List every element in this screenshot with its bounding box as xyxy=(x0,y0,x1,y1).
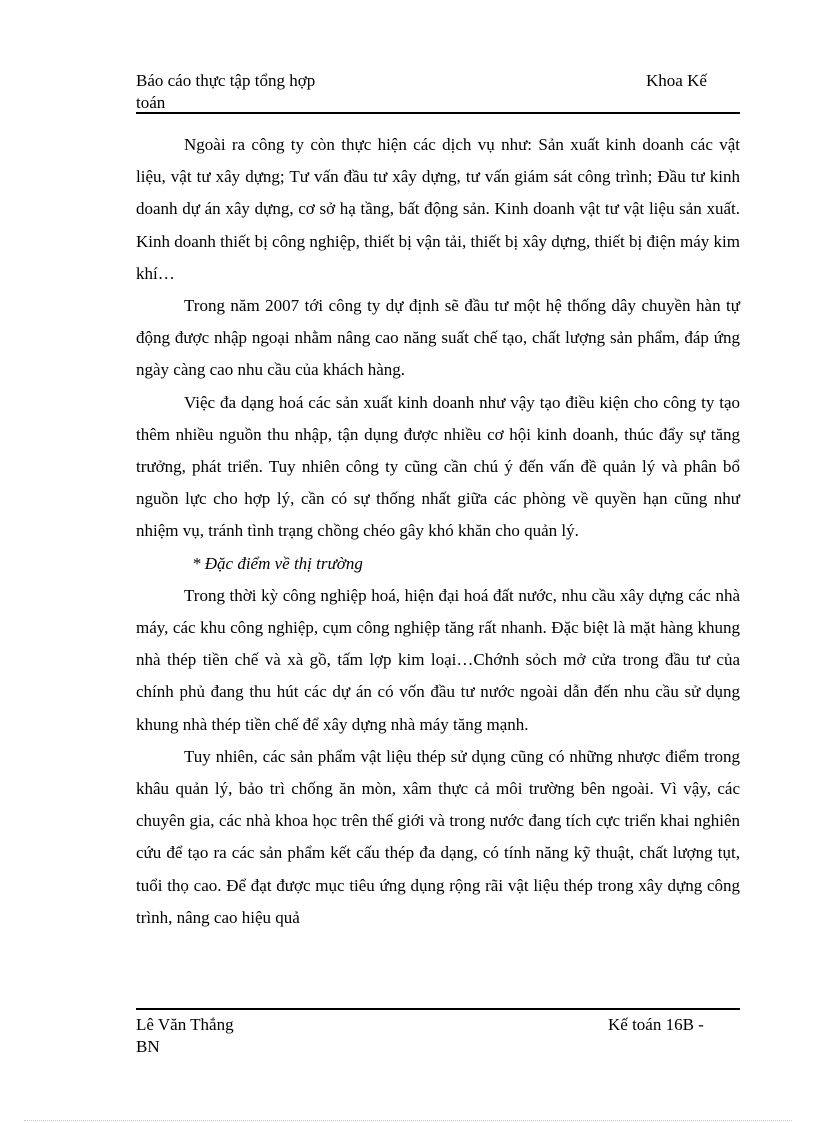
paragraph-2007-plan: Trong năm 2007 tới công ty dự định sẽ đầu tư một hệ thống dây chuyền hàn tự động được nhập ngoại nhằm nâng cao năng suất chế tạo, chất lượng sản phẩm, đáp ứng ngày càng cao nhu cầu của khách hàng. xyxy=(136,296,740,380)
footer-class: Kế toán 16B - xyxy=(608,1015,704,1034)
paragraph-diversification: Việc đa dạng hoá các sản xuất kinh doanh như vậy tạo điều kiện cho công ty tạo thêm nhiều nguồn thu nhập, tận dụng được nhiều cơ hội kinh doanh, thúc đẩy sự tăng trưởng, phát triển. Tuy nhiên công ty cũng cần chú ý đến vấn đề quản lý và phân bổ nguồn lực cho hợp lý, cần có sự thống nhất giữa các phòng về quyền hạn cũng như nhiệm vụ, tránh tình trạng chồng chéo gây khó khăn cho quản lý. xyxy=(136,392,740,541)
footer-author: Lê Văn Thắng xyxy=(136,1015,234,1034)
document-body xyxy=(136,129,740,934)
paragraph-services: Ngoài ra công ty còn thực hiện các dịch vụ như: Sản xuất kinh doanh các vật liệu, vật tư xây dựng; Tư vấn đầu tư xây dựng, tư vấn giám sát công trình; Đầu tư kinh doanh dự án xây dựng, cơ sở hạ tầng, bất động sản. Kinh doanh vật tư vật liệu sản xuất. Kinh doanh thiết bị công nghiệp, thiết bị vận tải, thiết bị xây dựng, thiết bị điện máy kim khí… xyxy=(136,135,740,283)
paragraph-market: Trong thời kỳ công nghiệp hoá, hiện đại hoá đất nước, nhu cầu xây dựng các nhà máy, các khu công nghiệp, cụm công nghiệp tăng rất nhanh. Đặc biệt là mặt hàng khung nhà thép tiền chế và xà gồ, tấm lợp kim loại…Chớnh sỏch mở cửa trong đầu tư của chính phủ đang thu hút các dự án có vốn đầu tư nước ngoài dẫn đến nhu cầu sử dụng khung nhà thép tiền chế để xây dựng nhà máy tăng mạnh. xyxy=(136,585,740,734)
page-bottom-edge xyxy=(24,1120,792,1121)
header-report-title: Báo cáo thực tập tổng hợp xyxy=(136,71,316,90)
footer-rule xyxy=(136,1008,740,1010)
header-report-title-continued: toán xyxy=(136,93,166,112)
section-subheading-market: * Đặc điểm về thị trường xyxy=(192,553,363,573)
header-faculty: Khoa Kế xyxy=(646,71,707,90)
header-rule xyxy=(136,112,740,114)
footer-author-continued: BN xyxy=(136,1037,160,1056)
paragraph-steel-products: Tuy nhiên, các sản phẩm vật liệu thép sử dụng cũng có những nhược điểm trong khâu quản lý, bảo trì chống ăn mòn, xâm thực cả môi trường bên ngoài. Vì vậy, các chuyên gia, các nhà khoa học trên thế giới và trong nước đang tích cực triển khai nghiên cứu để tạo ra các sản phẩm kết cấu thép đa dạng, có tính năng kỹ thuật, chất lượng tụt, tuổi thọ cao. Để đạt được mục tiêu ứng dụng rộng rãi vật liệu thép trong xây dựng công trình, nâng cao hiệu quả xyxy=(136,746,740,927)
